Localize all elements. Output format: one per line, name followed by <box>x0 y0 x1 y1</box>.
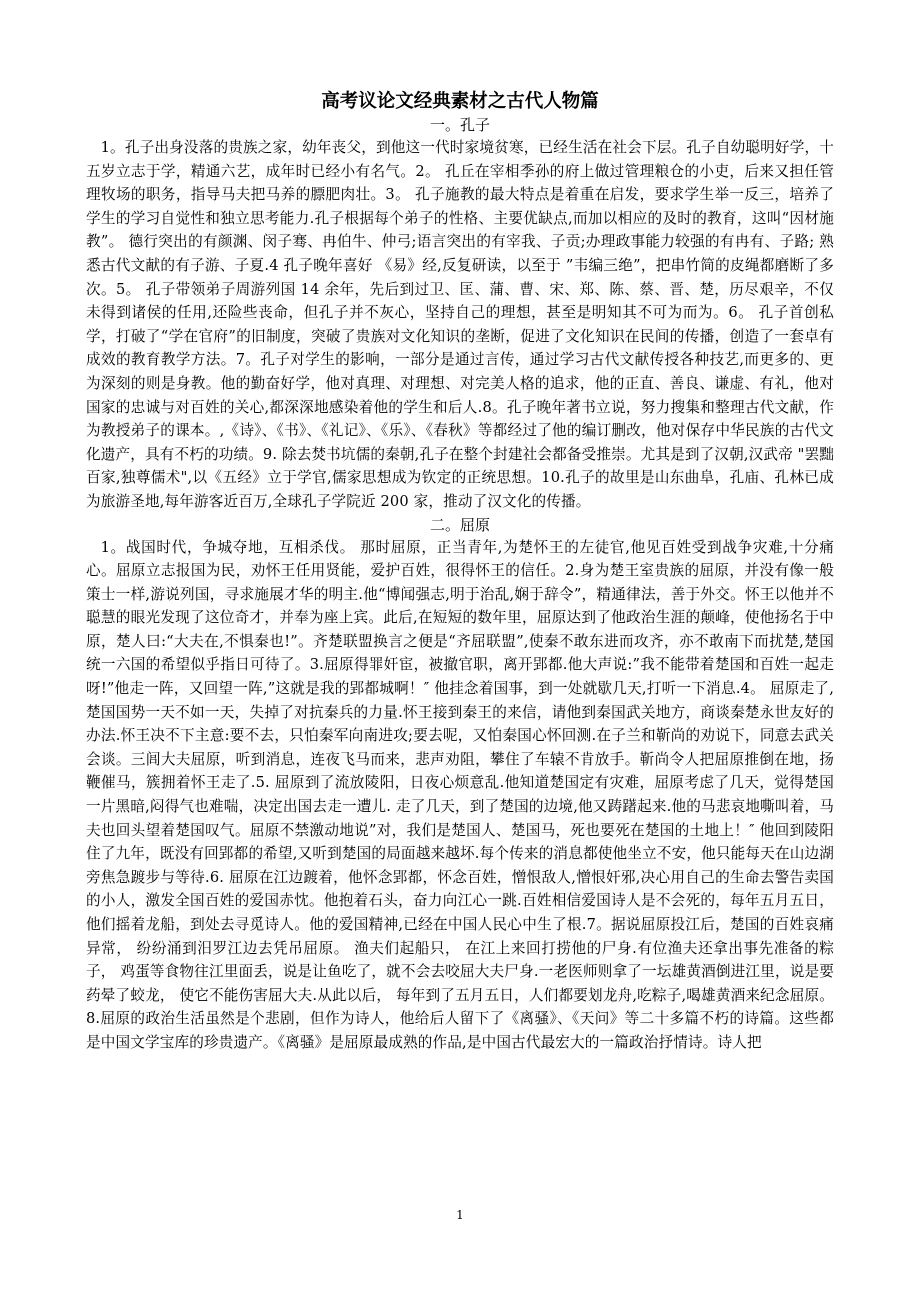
section-heading: 二。屈原 <box>429 515 490 534</box>
document-page <box>86 90 834 1055</box>
section-body: 1。战国时代，争城夺地，互相杀伐。 那时屈原，正当青年,为楚怀王的左徒官,他见百姓受到战争灾难,十分痛心。屈原立志报国为民，劝怀王任用贤能，爱护百姓，很得怀王的信任。2.身为楚王室贵族的屈原，并没有像一般策士一样,游说列国，寻求施展才华的明主.他“博闻强志,明于治乱,娴于辞令”，精通律法，善于外交。怀王以他并不聪慧的眼光发现了这位奇才，并奉为座上宾。此后,在短短的数年里，屈原达到了他政治生涯的颠峰，使他扬名于中原，楚人曰:“大夫在,不惧秦也!”。齐楚联盟换言之便是“齐屈联盟”,使秦不敢东进而攻齐，亦不敢南下而扰楚,楚国统一六国的希望似乎指日可待了。3.屈原得罪奸宦，被撤官职，离开郢都.他大声说:”我不能带着楚国和百姓一起走呀!”他走一阵，又回望一阵,”这就是我的郢都城啊！″ 他挂念着国事，到一处就歇几天,打听一下消息.4。 屈原走了,楚国国势一天不如一天，失掉了对抗秦兵的力量.怀王接到秦王的来信，请他到秦国武关地方，商谈秦楚永世友好的办法.怀王决不下主意:要不去，只怕秦军向南进攻;要去呢，又怕秦国心怀回测.在子兰和靳尚的劝说下，同意去武关会谈。三闾大夫屈原，听到消息，连夜飞马而来，悲声劝阻，攀住了车辕不肯放手。靳尚令人把屈原推倒在地，扬鞭催马，簇拥着怀王走了.5. 屈原到了流放陵阳，日夜心烦意乱.他知道楚国定有灾难，屈原考虑了几天，觉得楚国一片黑暗,闷得气也难喘，决定出国去走一遭儿. 走了几天，到了楚国的边境,他又踌躇起来.他的马悲哀地嘶叫着，马夫也回头望着楚国叹气。屈原不禁激动地说”对，我们是楚国人、楚国马，死也要死在楚国的土地上！″ 他回到陵阳住了九年，既没有回郢都的希望,又听到楚国的局面越来越坏.每个传来的消息都使他坐立不安，他只能每天在山边湖旁焦急踱步与等待.6. 屈原在江边踱着，他怀念郢都，怀念百姓，憎恨敌人,憎恨奸邪,决心用自己的生命去警告卖国的小人，激发全国百姓的爱国赤忱。他抱着石头，奋力向江心一跳.百姓相信爱国诗人是不会死的，每年五月五日，他们摇着龙船，到处去寻觅诗人。他的爱国精神,已经在中国人民心中生了根.7。据说屈原投江后，楚国的百姓哀痛异常， 纷纷涌到汨罗江边去凭吊屈原。 渔夫们起船只， 在江上来回打捞他的尸身.有位渔夫还拿出事先准备的粽子， 鸡蛋等食物往江里面丢，说是让鱼吃了，就不会去咬屈大夫尸身.一老医师则拿了一坛雄黄酒倒进江里，说是要药晕了蛟龙， 使它不能伤害屈大夫.从此以后， 每年到了五月五日，人们都要划龙舟,吃粽子,喝雄黄酒来纪念屈原。 8.屈原的政治生活虽然是个悲剧，但作为诗人，他给后人留下了《离骚》、《天问》等二十多篇不朽的诗篇。这些都是中国文学宝库的珍贵遗产。《离骚》是屈原最成熟的作品,是中国古代最宏大的一篇政治抒情诗。诗人把 <box>86 538 834 1051</box>
section-body: 1。孔子出身没落的贵族之家，幼年丧父，到他这一代时家境贫寒，已经生活在社会下层。孔子自幼聪明好学，十五岁立志于学，精通六艺，成年时已经小有名气。2。 孔丘在宰相季孙的府上做过管理粮仓的小吏，后来又担任管理牧场的职务，指导马夫把马养的膘肥肉壮。3。 孔子施教的最大特点是着重在启发，要求学生举一反三，培养了学生的学习自觉性和独立思考能力.孔子根据每个弟子的性格、主要优缺点,而加以相应的及时的教育，这叫“因材施教”。 德行突出的有颜渊、闵子骞、冉伯牛、仲弓;语言突出的有宰我、子贡;办理政事能力较强的有冉有、子路; 熟悉古代文献的有子游、子夏.4 孔子晚年喜好 《易》经,反复研读，以至于 ”韦编三绝”，把串竹简的皮绳都磨断了多次。5。 孔子带领弟子周游列国 14 余年，先后到过卫、匡、蒲、曹、宋、郑、陈、蔡、晋、楚，历尽艰辛，不仅未得到诸侯的任用,还险些丧命，但孔子并不灰心，坚持自己的理想，甚至是明知其不可为而为。6。 孔子首创私学，打破了“学在官府”的旧制度，突破了贵族对文化知识的垄断，促进了文化知识在民间的传播，创造了一套卓有成效的教育教学方法。7。孔子对学生的影响，一部分是通过言传，通过学习古代文献传授各种技艺,而更多的、更为深刻的则是身教。他的勤奋好学，他对真理、对理想、对完美人格的追求，他的正直、善良、谦虚、有礼，他对国家的忠诚与对百姓的关心,都深深地感染着他的学生和后人.8。孔子晚年著书立说，努力搜集和整理古代文献，作为教授弟子的课本。,《诗》、《书》、《礼记》、《乐》、《春秋》等都经过了他的编订删改，他对保存中华民族的古代文化遗产，具有不朽的功绩。9. 除去焚书坑儒的秦朝,孔子在整个封建社会都备受推崇。尤其是到了汉朝,汉武帝 "罢黜百家,独尊儒术",以《五经》立于学官,儒家思想成为钦定的正统思想。10.孔子的故里是山东曲阜，孔庙、孔林已成为旅游圣地,每年游客近百万,全球孔子学院近 200 家，推动了汉文化的传播。 <box>86 139 834 510</box>
section-heading: 一。孔子 <box>429 116 490 134</box>
section-confucius <box>86 114 834 514</box>
section-qu-yuan <box>86 514 834 1055</box>
document-title: 高考议论文经典素材之古代人物篇 <box>321 91 599 112</box>
page-number: 1 <box>456 1208 464 1222</box>
